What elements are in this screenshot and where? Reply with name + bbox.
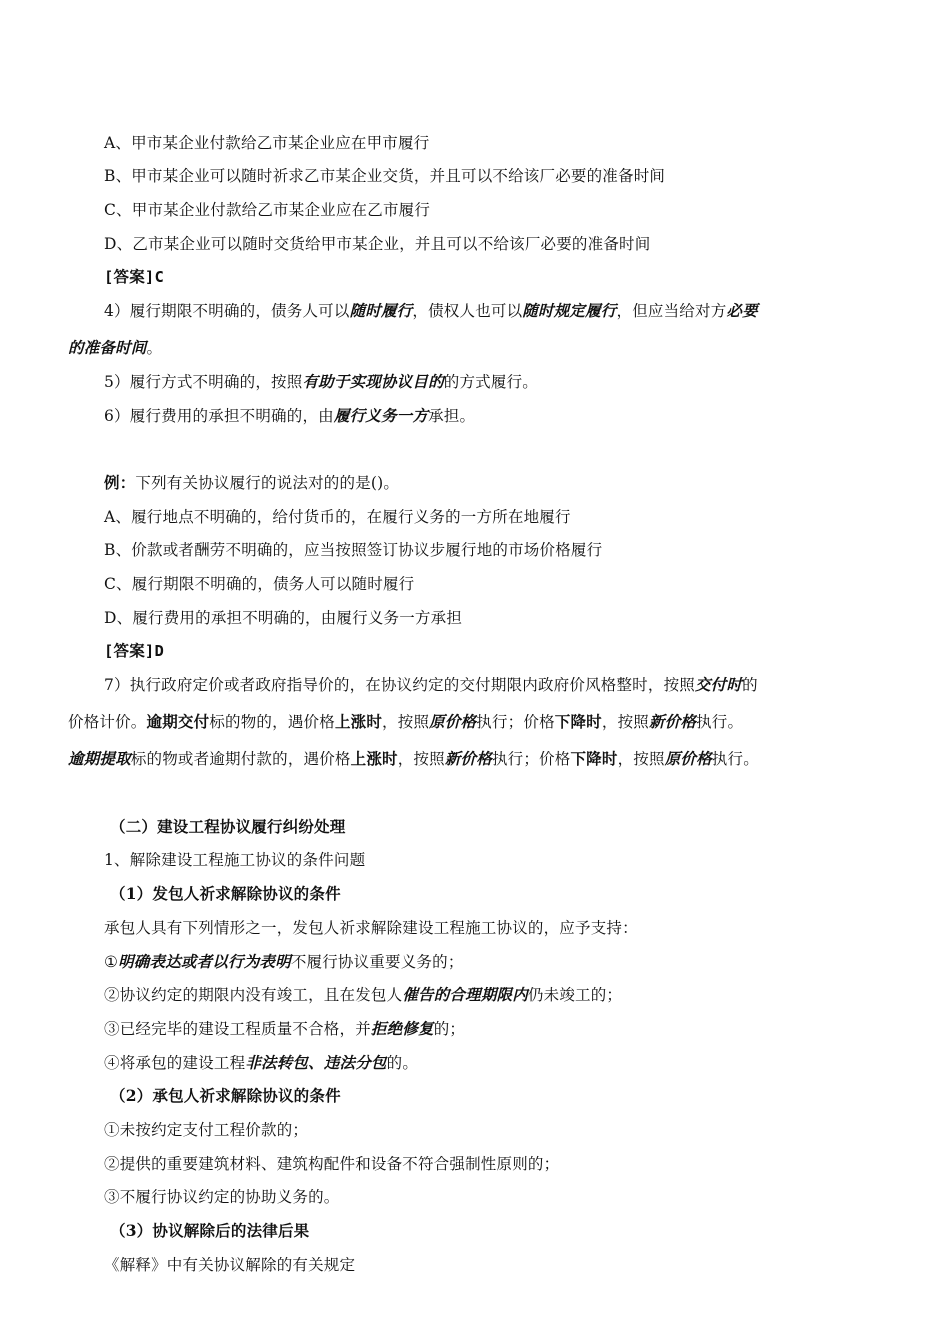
text: 标的物或者逾期付款的，遇价格 [130,750,351,768]
condition-1 [104,951,464,973]
text: 的； [433,1020,466,1038]
text: ，按照 [382,713,430,731]
text: ，按照 [617,750,665,768]
q2-option-b: B、价款或者酬劳不明确的，应当按照签订协议步履行地的市场价格履行 [104,541,603,559]
example-label: 例： [104,473,136,492]
intro-text: 承包人具有下列情形之一，发包人祈求解除建设工程施工协议的，应予支持： [104,919,638,937]
emphasis: 有助于实现协议目的 [302,372,444,391]
text: 6）履行费用的承担不明确的，由 [104,407,334,425]
contractor-condition-2: ②提供的重要建筑材料、建筑构配件和设备不符合强制性原则的； [104,1155,560,1173]
condition-2 [104,984,622,1006]
text: 下列有关协议履行的说法对的的是()。 [135,474,400,492]
text: 标的物的，遇价格 [209,713,335,731]
item4-line2 [68,337,162,359]
text: 的。 [386,1054,419,1072]
q2-option-d: D、履行费用的承担不明确的，由履行义务一方承担 [104,609,463,627]
q2-answer: [答案]D [104,642,164,660]
item6 [104,405,475,427]
heading-legal-consequences: （3）协议解除后的法律后果 [110,1221,310,1240]
contractor-condition-1: ①未按约定支付工程价款的； [104,1121,309,1139]
heading-contractor-conditions: （2）承包人祈求解除协议的条件 [110,1086,341,1105]
section-heading: （二）建设工程协议履行纠纷处理 [110,817,346,836]
text: ，按照 [601,713,649,731]
text: 5）履行方式不明确的，按照 [104,373,303,391]
item7-line2 [68,711,743,733]
q1-option-a: A、甲市某企业付款给乙市某企业应在甲市履行 [104,134,430,152]
item5 [104,371,538,393]
q1-option-c: C、甲市某企业付款给乙市某企业应在乙市履行 [104,201,431,219]
q1-option-d: D、乙市某企业可以随时交货给甲市某企业，并且可以不给该厂必要的准备时间 [104,235,651,253]
contractor-condition-3: ③不履行协议约定的协助义务的。 [104,1188,340,1206]
text: ，债权人也可以 [412,302,523,320]
text: ④将承包的建设工程 [104,1054,246,1072]
bold-text: 下降时 [570,749,618,768]
text: ① [104,953,119,971]
emphasis: 拒绝修复 [370,1019,434,1038]
emphasis: 原价格 [429,712,477,731]
text: ，但应当给对方 [616,302,727,320]
bold-text: 上涨时 [334,712,383,731]
text: 。 [146,339,163,357]
emphasis: 明确表达或者以行为表明 [118,952,291,971]
q1-option-b: B、甲市某企业可以随时祈求乙市某企业交货，并且可以不给该厂必要的准备时间 [104,167,666,185]
emphasis: 原价格 [664,749,712,768]
q1-answer: [答案]C [104,268,164,286]
text: 7）执行政府定价或者政府指导价的，在协议约定的交付期限内政府价风格整时，按照 [104,676,695,694]
bold-text: 下降时 [554,712,602,731]
text: 执行。 [696,713,744,731]
text: 不履行协议重要义务的； [290,953,464,971]
condition-4 [104,1052,418,1074]
emphasis: 催告的合理期限内 [402,985,528,1004]
text: 执行；价格 [476,713,555,731]
last-line: 《解释》中有关协议解除的有关规定 [104,1256,356,1274]
text: ，按照 [397,750,445,768]
emphasis: 随时履行 [349,301,413,320]
text: ③已经完毕的建设工程质量不合格，并 [104,1020,371,1038]
text: ②协议约定的期限内没有竣工，且在发包人 [104,986,403,1004]
text: 价格计价。 [68,713,147,731]
subsection-1: 1、解除建设工程施工协议的条件问题 [104,851,366,869]
q2-option-c: C、履行期限不明确的，债务人可以随时履行 [104,575,415,593]
emphasis: 逾期提取 [68,749,131,768]
item7-line3 [68,748,759,770]
text: 的方式履行。 [443,373,538,391]
emphasis: 的准备时间 [68,338,147,357]
emphasis: 新价格 [649,712,697,731]
q2-stem [104,472,399,494]
bold-text: 上涨时 [350,749,398,768]
text: 仍未竣工的； [527,986,623,1004]
emphasis: 必要 [726,301,758,320]
item7-line1 [104,674,758,696]
text: 执行。 [711,750,759,768]
emphasis: 新价格 [444,749,492,768]
emphasis: 履行义务一方 [333,406,429,425]
text: 承担。 [428,407,476,425]
emphasis: 非法转包、违法分包 [245,1053,387,1072]
text: 执行；价格 [491,750,571,768]
bold-text: 逾期交付 [146,712,210,731]
text: 的 [742,676,758,694]
emphasis: 交付时 [694,675,743,694]
emphasis: 随时规定履行 [522,301,617,320]
text: 4）履行期限不明确的，债务人可以 [104,302,350,320]
condition-3 [104,1018,465,1040]
q2-option-a: A、履行地点不明确的，给付货币的，在履行义务的一方所在地履行 [104,508,571,526]
heading-employer-conditions: （1）发包人祈求解除协议的条件 [110,884,341,903]
item4-line1 [104,300,758,322]
